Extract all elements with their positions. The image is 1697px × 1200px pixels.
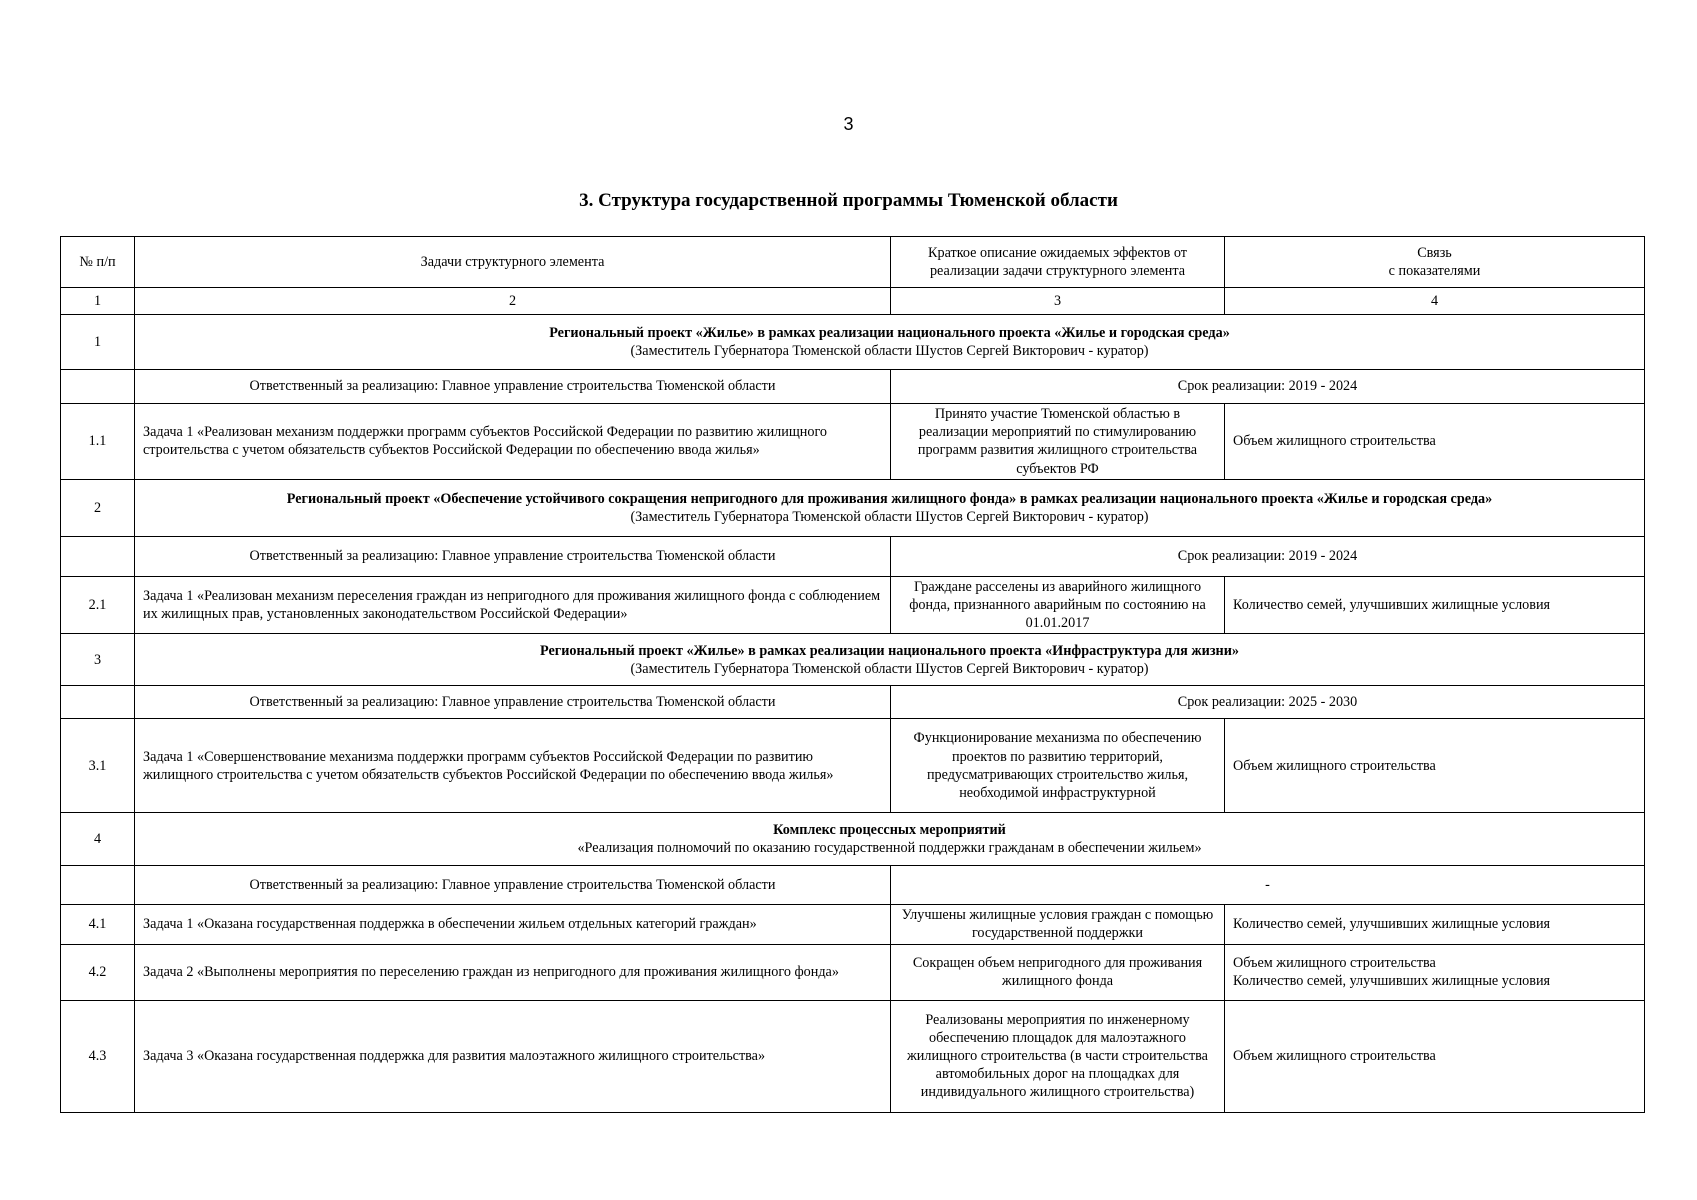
task-number: 4.1 — [61, 905, 135, 944]
task-row — [61, 1000, 1645, 1112]
page-number: 3 — [843, 114, 854, 134]
task-text: Задача 1 «Оказана государственная поддержка в обеспечении жильем отдельных категорий граждан» — [135, 905, 891, 944]
header-tasks: Задачи структурного элемента — [135, 237, 891, 288]
column-number: 2 — [135, 288, 891, 315]
responsible-row — [61, 370, 1645, 404]
section-title: Региональный проект «Жилье» в рамках реализации национального проекта «Инфраструктура для жизни» — [540, 642, 1239, 659]
responsible-text: Ответственный за реализацию: Главное управление строительства Тюменской области — [135, 536, 891, 576]
section-row — [61, 479, 1645, 536]
structure-table — [60, 236, 1645, 1113]
table-header-row — [61, 237, 1645, 288]
task-indicator: Объем жилищного строительства Количество семей, улучшивших жилищные условия — [1225, 944, 1645, 1000]
task-row — [61, 944, 1645, 1000]
task-text: Задача 1 «Реализован механизм поддержки программ субъектов Российской Федерации по развитию жилищного строительства с учетом обязательств субъектов Российской Федерации по обеспечению ввода жилья» — [135, 404, 891, 480]
task-indicator: Количество семей, улучшивших жилищные условия — [1225, 905, 1645, 944]
section-heading — [135, 315, 1645, 370]
task-row — [61, 576, 1645, 634]
task-row — [61, 719, 1645, 813]
section-row — [61, 813, 1645, 866]
task-effect: Граждане расселены из аварийного жилищного фонда, признанного аварийным по состоянию на 01.01.2017 — [891, 576, 1225, 634]
header-link: Связь с показателями — [1225, 237, 1645, 288]
section-number: 4 — [61, 813, 135, 866]
section-row — [61, 634, 1645, 686]
column-number: 1 — [61, 288, 135, 315]
column-number: 4 — [1225, 288, 1645, 315]
period-text: - — [891, 866, 1645, 905]
task-number: 3.1 — [61, 719, 135, 813]
responsible-text: Ответственный за реализацию: Главное управление строительства Тюменской области — [135, 686, 891, 719]
section-title: Комплекс процессных мероприятий — [773, 822, 1006, 839]
task-indicator: Количество семей, улучшивших жилищные условия — [1225, 576, 1645, 634]
responsible-row — [61, 536, 1645, 576]
section-curator: (Заместитель Губернатора Тюменской области Шустов Сергей Викторович - куратор) — [630, 660, 1149, 677]
task-effect: Улучшены жилищные условия граждан с помощью государственной поддержки — [891, 905, 1225, 944]
section-row — [61, 315, 1645, 370]
section-curator: (Заместитель Губернатора Тюменской области Шустов Сергей Викторович - куратор) — [630, 508, 1149, 525]
responsible-row — [61, 866, 1645, 905]
task-effect: Функционирование механизма по обеспечению проектов по развитию территорий, предусматривающих строительство жилья, необходимой инфраструктурной — [891, 719, 1225, 813]
task-number: 2.1 — [61, 576, 135, 634]
task-row — [61, 404, 1645, 480]
task-number: 1.1 — [61, 404, 135, 480]
section-curator: (Заместитель Губернатора Тюменской области Шустов Сергей Викторович - куратор) — [630, 343, 1149, 359]
task-indicator: Объем жилищного строительства — [1225, 719, 1645, 813]
section-heading — [135, 479, 1645, 536]
period-text: Срок реализации: 2019 - 2024 — [891, 536, 1645, 576]
period-text: Срок реализации: 2025 - 2030 — [891, 686, 1645, 719]
header-num: № п/п — [61, 237, 135, 288]
column-number-row — [61, 288, 1645, 315]
responsible-row — [61, 686, 1645, 719]
section-heading — [135, 813, 1645, 866]
task-text: Задача 2 «Выполнены мероприятия по переселению граждан из непригодного для проживания жилищного фонда» — [135, 944, 891, 1000]
period-text: Срок реализации: 2019 - 2024 — [891, 370, 1645, 404]
section-title: Региональный проект «Жилье» в рамках реализации национального проекта «Жилье и городская среда» — [549, 324, 1230, 341]
header-effects: Краткое описание ожидаемых эффектов от реализации задачи структурного элемента — [891, 237, 1225, 288]
page-title: 3. Структура государственной программы Тюменской области — [579, 190, 1118, 211]
section-number: 2 — [61, 479, 135, 536]
task-row — [61, 905, 1645, 944]
task-text: Задача 3 «Оказана государственная поддержка для развития малоэтажного жилищного строительства» — [135, 1000, 891, 1112]
section-curator: «Реализация полномочий по оказанию государственной поддержки гражданам в обеспечении жильем» — [577, 840, 1202, 857]
column-number: 3 — [891, 288, 1225, 315]
section-heading — [135, 634, 1645, 686]
task-effect: Сокращен объем непригодного для проживания жилищного фонда — [891, 944, 1225, 1000]
responsible-text: Ответственный за реализацию: Главное управление строительства Тюменской области — [135, 370, 891, 404]
responsible-text: Ответственный за реализацию: Главное управление строительства Тюменской области — [135, 866, 891, 905]
section-number: 3 — [61, 634, 135, 686]
task-indicator: Объем жилищного строительства — [1225, 404, 1645, 480]
task-effect: Принято участие Тюменской областью в реализации мероприятий по стимулированию программ развития жилищного строительства субъектов РФ — [891, 404, 1225, 480]
task-number: 4.3 — [61, 1000, 135, 1112]
section-title: Региональный проект «Обеспечение устойчивого сокращения непригодного для проживания жилищного фонда» в рамках реализации национального проекта «Жилье и городская среда» — [286, 490, 1493, 507]
task-text: Задача 1 «Совершенствование механизма поддержки программ субъектов Российской Федерации по развитию жилищного строительства с учетом обязательств субъектов Российской Федерации по обеспечению ввода жилья» — [135, 719, 891, 813]
task-number: 4.2 — [61, 944, 135, 1000]
task-indicator: Объем жилищного строительства — [1225, 1000, 1645, 1112]
task-text: Задача 1 «Реализован механизм переселения граждан из непригодного для проживания жилищного фонда с соблюдением их жилищных прав, установленных законодательством Российской Федерации» — [135, 576, 891, 634]
task-effect: Реализованы мероприятия по инженерному обеспечению площадок для малоэтажного жилищного строительства (в части строительства автомобильных дорог на площадках для индивидуального жилищного строительства) — [891, 1000, 1225, 1112]
section-number: 1 — [61, 315, 135, 370]
